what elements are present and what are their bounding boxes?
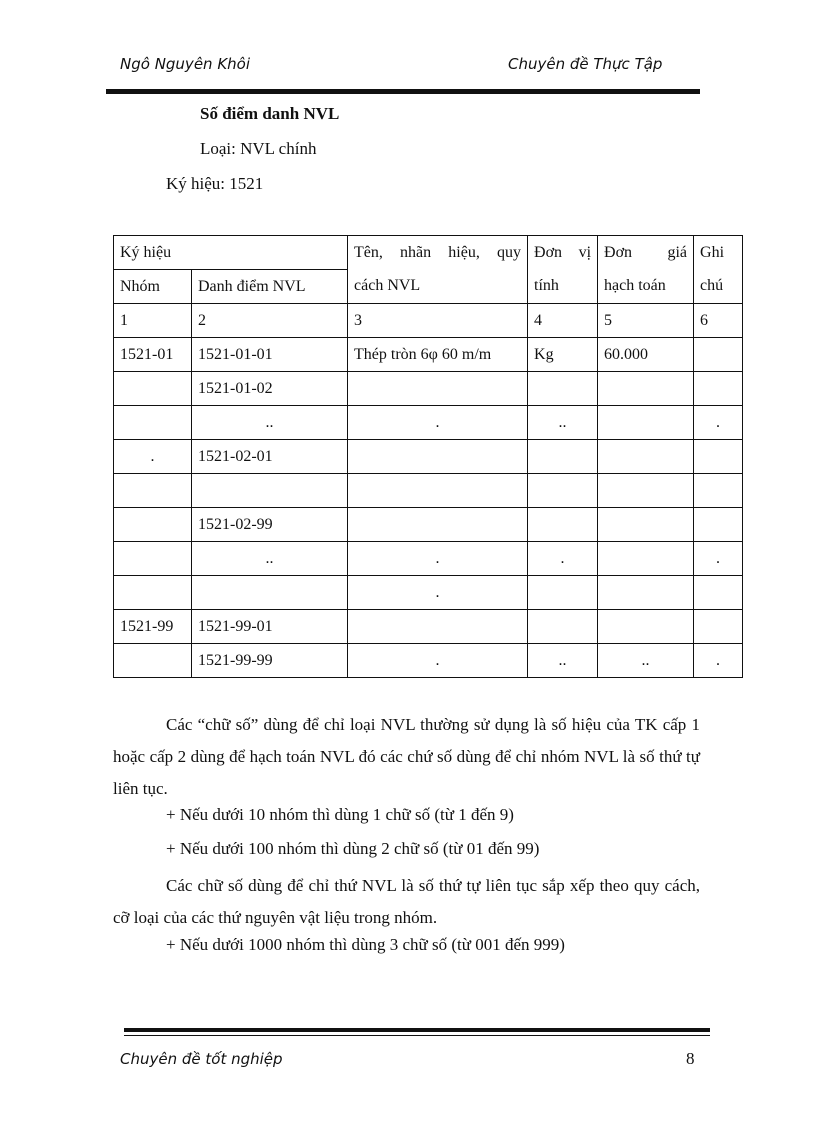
- footer-rule-thin: [124, 1035, 710, 1036]
- cell-nhom: [114, 406, 192, 440]
- header-ghichu-line1: Ghi: [694, 236, 743, 270]
- header-ten-line1: Tên, nhãn hiệu, quy: [348, 236, 528, 270]
- cell-dvt: [528, 372, 598, 406]
- cell-nhom: [114, 542, 192, 576]
- cell-dvt: [528, 474, 598, 508]
- bullet-2: + Nếu dưới 100 nhóm thì dùng 2 chữ số (từ 01 đến 99): [166, 839, 540, 858]
- table-row: [114, 542, 743, 576]
- cell-danhdiem: 1521-99-99: [192, 644, 348, 678]
- cell-danhdiem: ..: [192, 406, 348, 440]
- cell-danhdiem: 1521-02-01: [192, 440, 348, 474]
- cell-ghichu: .: [694, 644, 743, 678]
- cell-ghichu: .: [694, 406, 743, 440]
- header-dongia-line1: Đơn giá: [598, 236, 694, 270]
- section-heading: Số điểm danh NVL: [200, 104, 340, 123]
- cell-dvt: ..: [528, 644, 598, 678]
- header-dongia-line2: hạch toán: [598, 270, 694, 304]
- cell-dongia: ..: [598, 644, 694, 678]
- table-row: [114, 508, 743, 542]
- table-colnum-row: [114, 304, 743, 338]
- table-row: [114, 338, 743, 372]
- cell-dvt: [528, 508, 598, 542]
- cell-dongia: [598, 508, 694, 542]
- cell-dongia: [598, 440, 694, 474]
- cell-ghichu: [694, 440, 743, 474]
- colnum-cell: 5: [598, 304, 694, 338]
- cell-nhom: 1521-99: [114, 610, 192, 644]
- table-header-row-2: [114, 270, 743, 304]
- cell-dvt: [528, 610, 598, 644]
- cell-ten: .: [348, 542, 528, 576]
- cell-danhdiem: 1521-99-01: [192, 610, 348, 644]
- table-row: [114, 610, 743, 644]
- cell-ghichu: [694, 508, 743, 542]
- cell-ten: .: [348, 576, 528, 610]
- header-danhdiem: Danh điểm NVL: [192, 270, 348, 304]
- nvl-table: [113, 235, 743, 678]
- cell-ghichu: [694, 338, 743, 372]
- header-dvt-line1: Đơn vị: [528, 236, 598, 270]
- colnum-cell: 1: [114, 304, 192, 338]
- header-title: Chuyên đề Thực Tập: [508, 55, 663, 73]
- cell-danhdiem: 1521-02-99: [192, 508, 348, 542]
- colnum-cell: 4: [528, 304, 598, 338]
- cell-dongia: [598, 474, 694, 508]
- cell-nhom: [114, 576, 192, 610]
- table-row: [114, 576, 743, 610]
- section-code-line: Ký hiệu: 1521: [166, 174, 264, 193]
- cell-ghichu: [694, 610, 743, 644]
- body-paragraph-1: Các “chữ số” dùng để chỉ loại NVL thường sử dụng là số hiệu của TK cấp 1 hoặc cấp 2 dùng để hạch toán NVL đó các chứ số dùng để chỉ nhóm NVL là số thứ tự liên tục.: [113, 715, 700, 798]
- cell-ten: .: [348, 644, 528, 678]
- table-row: [114, 474, 743, 508]
- cell-ten: [348, 610, 528, 644]
- cell-ghichu: [694, 474, 743, 508]
- cell-dongia: [598, 576, 694, 610]
- header-ten-line2: cách NVL: [348, 270, 528, 304]
- cell-danhdiem: [192, 474, 348, 508]
- colnum-cell: 6: [694, 304, 743, 338]
- cell-nhom: 1521-01: [114, 338, 192, 372]
- colnum-cell: 3: [348, 304, 528, 338]
- table-row: [114, 406, 743, 440]
- cell-danhdiem: 1521-01-02: [192, 372, 348, 406]
- header-nhom: Nhóm: [114, 270, 192, 304]
- table-header-row-1: [114, 236, 743, 270]
- colnum-cell: 2: [192, 304, 348, 338]
- cell-nhom: [114, 474, 192, 508]
- cell-dongia: 60.000: [598, 338, 694, 372]
- cell-dongia: [598, 406, 694, 440]
- cell-dongia: [598, 542, 694, 576]
- cell-danhdiem: [192, 576, 348, 610]
- cell-ten: [348, 440, 528, 474]
- cell-nhom: [114, 644, 192, 678]
- cell-dvt: ..: [528, 406, 598, 440]
- cell-dvt: .: [528, 542, 598, 576]
- cell-ghichu: [694, 576, 743, 610]
- cell-nhom: [114, 372, 192, 406]
- cell-ten: .: [348, 406, 528, 440]
- cell-ghichu: .: [694, 542, 743, 576]
- cell-nhom: [114, 508, 192, 542]
- cell-ghichu: [694, 372, 743, 406]
- page-number: 8: [686, 1049, 695, 1068]
- cell-danhdiem: 1521-01-01: [192, 338, 348, 372]
- bullet-3: + Nếu dưới 1000 nhóm thì dùng 3 chữ số (từ 001 đến 999): [166, 935, 565, 954]
- cell-dongia: [598, 610, 694, 644]
- table-row: [114, 644, 743, 678]
- table-row: [114, 372, 743, 406]
- cell-ten: [348, 508, 528, 542]
- section-type-line: Loại: NVL chính: [200, 139, 317, 158]
- bullet-1: + Nếu dưới 10 nhóm thì dùng 1 chữ số (từ 1 đến 9): [166, 805, 514, 824]
- header-kyhieu: Ký hiệu: [114, 236, 348, 270]
- footer-rule-thick: [124, 1028, 710, 1032]
- cell-dvt: Kg: [528, 338, 598, 372]
- cell-ten: [348, 474, 528, 508]
- cell-dvt: [528, 440, 598, 474]
- body-paragraph-2: Các chữ số dùng để chỉ thứ NVL là số thứ tự liên tục sắp xếp theo quy cách, cỡ loại của các thứ nguyên vật liệu trong nhóm.: [113, 876, 700, 927]
- cell-dongia: [598, 372, 694, 406]
- header-dvt-line2: tính: [528, 270, 598, 304]
- table-row: [114, 440, 743, 474]
- header-author: Ngô Nguyên Khôi: [120, 55, 251, 73]
- cell-nhom: .: [114, 440, 192, 474]
- cell-dvt: [528, 576, 598, 610]
- cell-danhdiem: ..: [192, 542, 348, 576]
- cell-ten: Thép tròn 6φ 60 m/m: [348, 338, 528, 372]
- footer-label: Chuyên đề tốt nghiệp: [120, 1050, 283, 1068]
- cell-ten: [348, 372, 528, 406]
- header-ghichu-line2: chú: [694, 270, 743, 304]
- header-rule: [106, 89, 700, 94]
